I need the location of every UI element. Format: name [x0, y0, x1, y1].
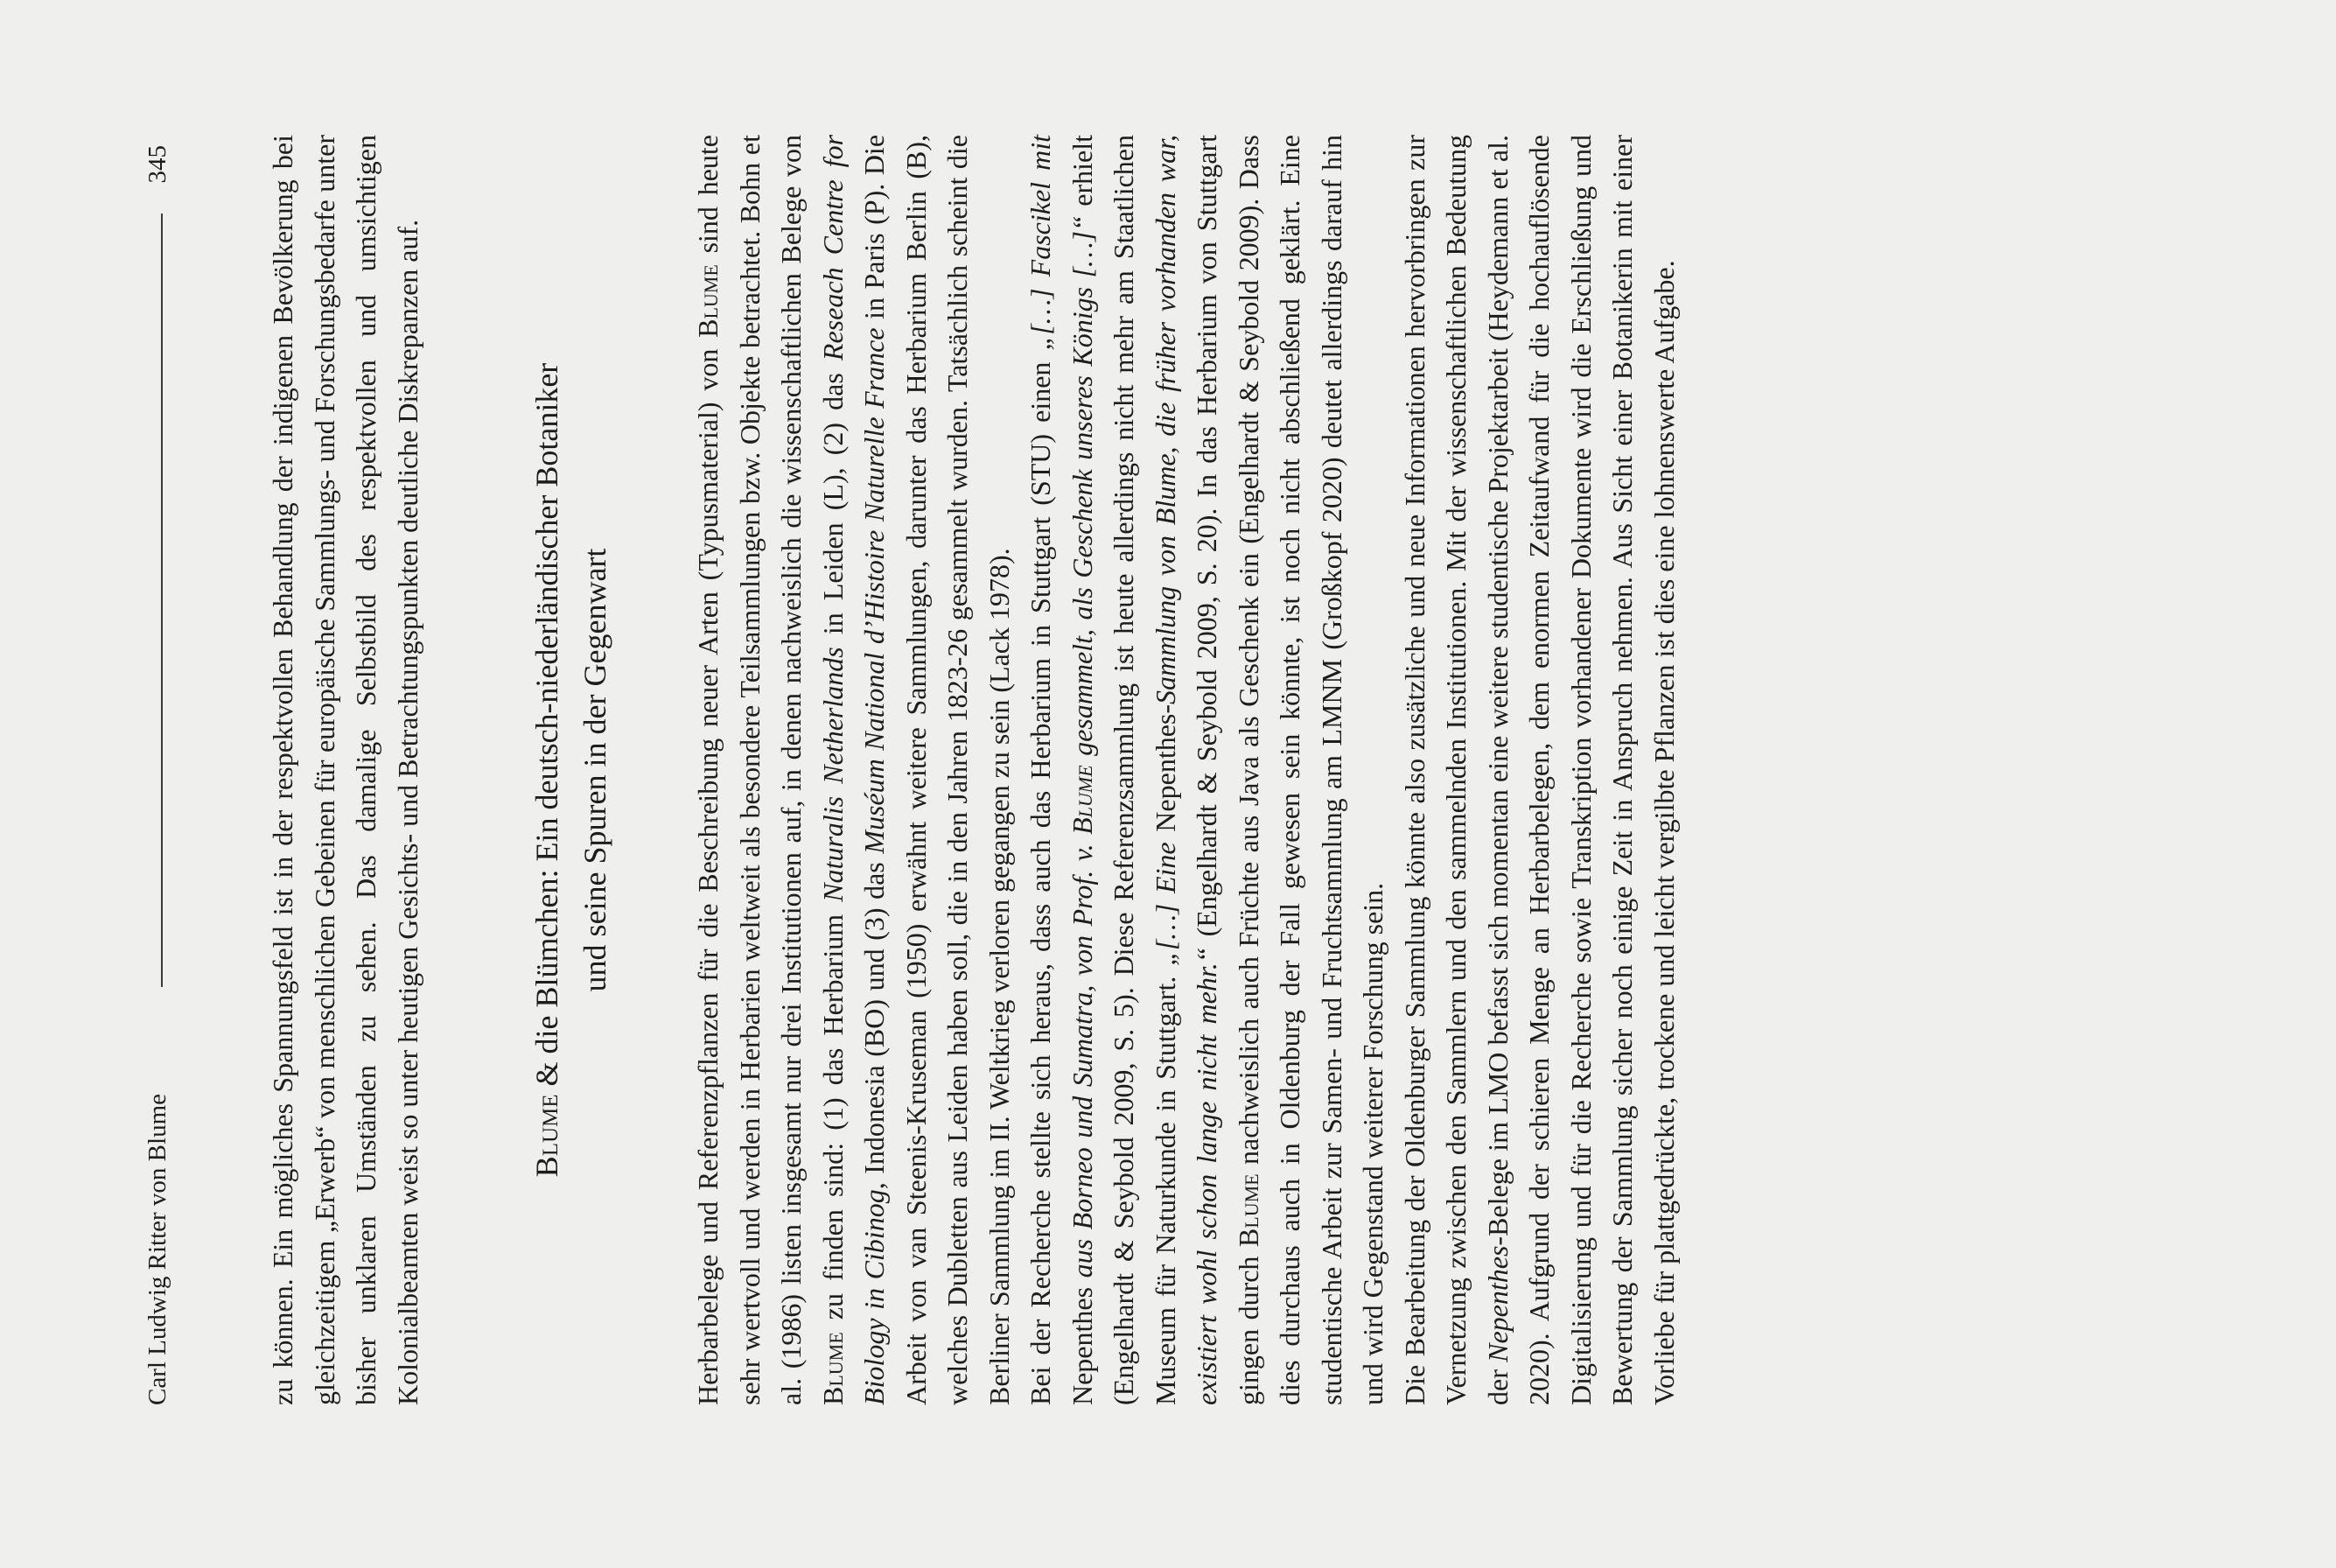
italic-run: Muséum National d’Histoire Naturelle France	[858, 327, 890, 854]
text-run: zu finden sind: (1) das Herbarium	[816, 901, 849, 1333]
text-run: in Paris (P). Die Arbeit von van Steenis-Kruseman (1950) erwähnt weitere Sammlungen, darunter das Herbarium Berlin (B), welches Dubletten aus Leiden haben soll, die in den Jahren 1823-26 gesammelt wurden. Tatsächlich scheint die Berliner Sammlung im II. Weltkrieg verloren gegangen zu sein (Lack 1978).	[858, 134, 1015, 1405]
paragraph-herbarbelege	[688, 135, 1020, 1405]
text-run: -Belege im LMO befasst sich momentan eine weitere studentische Projektarbeit (Heydemann et al. 2020). Aufgrund der schieren Menge an Herbarbelegen, dem enormen Zeitaufwand für die hochauflösende Digitalisierung und für die Recherche sowie Transkription vorhandener Dokumente wird die Erschließung und Bewertung der Sammlung sicher noch einige Zeit in Anspruch nehmen. Aus Sicht einer Botanikerin mit einer Vorliebe für plattgedrückte, trockene und leicht vergilbte Pflanzen ist dies eine lohnenswerte Aufgabe.	[1481, 134, 1680, 1405]
text-run: Die Bearbeitung der Oldenburger Sammlung könnte also zusätzliche und neue Informationen hervorbringen zur Vernetzung zwischen den Sammlern und den sammelnden Institutionen. Mit der wissenschaftlichen Bedeutung der	[1398, 135, 1514, 1405]
italic-run: Naturalis Netherlands	[816, 647, 849, 902]
text-run: sind heute sehr wertvoll und werden in Herbarien weltweit als besondere Teilsammlungen bzw. Objekte betrachtet. Bohn et al. (1986) listen insgesamt nur drei Institutionen auf, in denen nachweislich die wissenschaftlichen Belege von	[692, 134, 807, 1405]
body-text	[262, 135, 1685, 1405]
text-run: Herbarbelege und Referenzpflanzen für die Beschreibung neuer Arten (Typusmaterial) von	[692, 337, 724, 1405]
author-name: Blume	[1066, 765, 1098, 835]
paragraph-bearbeitung	[1395, 135, 1686, 1405]
author-name: Blume	[1232, 1173, 1264, 1248]
page-number: 345	[143, 145, 171, 184]
heading-name: Blume	[529, 1094, 564, 1178]
text-run: (Engelhardt & Seybold 2009, S. 20). In das Herbarium von Stuttgart gingen durch	[1191, 134, 1264, 1405]
italic-run: gesammelt, als Geschenk unseres Königs […]“	[1066, 215, 1098, 766]
section-heading-line-1	[523, 135, 571, 1405]
text-run: , Indonesia (BO) und (3) das	[858, 853, 890, 1190]
author-name: Blume	[692, 264, 724, 338]
running-title: Carl Ludwig Ritter von Blume	[143, 1093, 171, 1405]
italic-run: „[…] Eine	[1149, 842, 1181, 966]
author-name: Blume	[816, 1332, 849, 1405]
italic-run: aus Borneo und Sumatra, von Prof. v.	[1066, 834, 1098, 1278]
text-run: nachweislich auch Früchte aus Java als Geschenk ein (Engelhardt & Seybold 2009). Dass dies durchaus auch in Oldenburg der Fall gewesen sein könnte, ist noch nicht abschließend geklärt. Eine studentische Arbeit zur Samen- und Fruchtsammlung am LMNM (Großkopf 2020) deutet allerdings darauf hin und wird Gegenstand weiterer Forschung sein.	[1232, 134, 1388, 1405]
paragraph-recherche	[1020, 135, 1395, 1405]
header-rule	[161, 214, 163, 987]
heading-line1-rest: & die Blümchen: Ein deutsch-niederländischer Botaniker	[529, 362, 564, 1095]
italic-run: Reseach Centre for Biology in Cibinog	[816, 134, 890, 1405]
italic-run: Sammlung von Blume, die früher vorhanden war, existiert wohl schon lange nicht mehr.“	[1149, 134, 1222, 1405]
text-run: Nepenthes-	[1149, 704, 1181, 843]
text-run: erhielt (Engelhardt & Seybold 2009, S. 5). Diese Referenzsammlung ist heute allerdings nicht mehr am Staatlichen Museum für Naturkunde in Stuttgart.	[1066, 134, 1181, 1405]
section-heading-line-2: und seine Spuren in der Gegenwart	[577, 548, 612, 992]
intro-paragraph: zu können. Ein mögliches Spannungsfeld ist in der respektvollen Behandlung der indigenen Bevölkerung bei gleichzeitigem „Erwerb“ von menschlichen Gebeinen für europäische Sammlungs- und Forschungsbedarfe unter bisher unklaren Umständen zu sehen. Das damalige Selbstbild des respektvollen und umsichtigen Kolonialbeamten weist so unter heutigen Gesichts- und Betrachtungspunkten deutliche Diskrepanzen auf.	[267, 135, 423, 1405]
text-run: in Leiden (L), (2) das	[816, 360, 849, 648]
italic-run: Nepenthes	[1481, 1245, 1514, 1362]
page-header	[140, 145, 184, 1405]
italic-run: „[…] Fascikel mit	[1025, 134, 1056, 351]
section-heading	[523, 135, 619, 1405]
text-run: Nepenthes	[1066, 1278, 1098, 1405]
text-run: Bei der Recherche stellte sich heraus, dass auch das Herbarium in Stuttgart (STU) einen	[1025, 350, 1056, 1405]
